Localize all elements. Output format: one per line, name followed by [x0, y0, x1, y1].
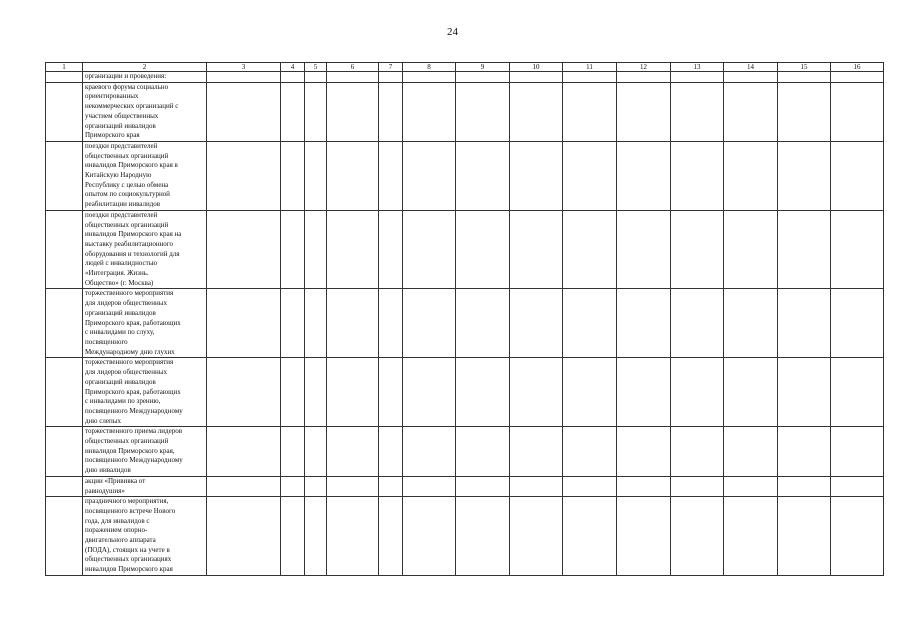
table-cell — [831, 210, 884, 289]
description-line: поездки представителей — [85, 141, 158, 150]
table-cell — [305, 82, 327, 141]
table-cell — [510, 72, 563, 83]
description-line: общественных организациях — [85, 555, 172, 564]
table-cell — [671, 210, 724, 289]
table-cell — [456, 476, 510, 496]
column-number: 12 — [617, 63, 671, 72]
table-cell — [617, 358, 671, 427]
table-cell — [327, 476, 379, 496]
column-number: 10 — [510, 63, 563, 72]
description-line: некоммерческих организаций с — [85, 102, 179, 111]
table-cell — [563, 497, 617, 576]
description-line: реабилитации инвалидов — [85, 200, 161, 209]
table-cell — [671, 497, 724, 576]
table-cell — [456, 358, 510, 427]
table-cell — [724, 210, 778, 289]
table-cell — [778, 289, 831, 358]
table-cell — [778, 358, 831, 427]
activity-description-cell — [83, 72, 207, 83]
table-cell — [281, 72, 305, 83]
column-number: 13 — [671, 63, 724, 72]
table-cell — [403, 358, 456, 427]
table-cell — [456, 497, 510, 576]
description-line: торжественного мероприятия — [85, 289, 174, 298]
table-cell — [510, 210, 563, 289]
table-cell — [327, 141, 379, 210]
table-cell — [724, 82, 778, 141]
table-cell — [207, 72, 281, 83]
column-number: 7 — [379, 63, 403, 72]
table-cell — [281, 358, 305, 427]
table-cell — [207, 82, 281, 141]
table-cell — [778, 476, 831, 496]
description-line: людей с инвалидностью — [85, 259, 158, 268]
description-line: года, для инвалидов с — [85, 516, 150, 525]
description-line: равнодушия» — [85, 486, 125, 495]
table-row — [46, 476, 884, 496]
table-cell — [403, 427, 456, 477]
table-row — [46, 141, 884, 210]
table-cell — [671, 358, 724, 427]
table-cell — [46, 497, 83, 576]
column-number: 11 — [563, 63, 617, 72]
table-cell — [327, 497, 379, 576]
table-cell — [724, 497, 778, 576]
table-cell — [207, 289, 281, 358]
table-cell — [207, 358, 281, 427]
description-line: инвалидов Приморского края в — [85, 161, 178, 170]
table-cell — [778, 82, 831, 141]
table-cell — [281, 141, 305, 210]
table-cell — [671, 476, 724, 496]
table-cell — [281, 210, 305, 289]
description-line: торжественного мероприятия — [85, 358, 174, 367]
table-cell — [510, 427, 563, 477]
table-row — [46, 289, 884, 358]
description-line: для лидеров общественных — [85, 368, 167, 377]
description-line: Республику с целью обмена — [85, 180, 169, 189]
description-line: Общество» (г. Москва) — [85, 278, 154, 287]
description-line: «Интеграция. Жизнь. — [85, 269, 149, 278]
table-row — [46, 358, 884, 427]
page-number: 24 — [447, 26, 458, 38]
table-cell — [46, 82, 83, 141]
table-cell — [831, 141, 884, 210]
description-line: акции «Прививка от — [85, 476, 146, 485]
table-cell — [778, 72, 831, 83]
table-cell — [403, 289, 456, 358]
activity-description-cell — [83, 141, 207, 210]
table-cell — [379, 476, 403, 496]
table-cell — [617, 476, 671, 496]
table-cell — [46, 358, 83, 427]
table-cell — [831, 427, 884, 477]
table-cell — [46, 141, 83, 210]
description-line: краевого форума социально — [85, 82, 169, 91]
table-cell — [46, 289, 83, 358]
table-cell — [403, 141, 456, 210]
plan-table — [45, 62, 884, 576]
table-cell — [281, 82, 305, 141]
description-line: дню инвалидов — [85, 466, 131, 475]
activity-description-cell — [83, 497, 207, 576]
table-cell — [671, 72, 724, 83]
description-line: организаций инвалидов — [85, 308, 156, 317]
column-number-row — [46, 63, 884, 72]
table-cell — [403, 476, 456, 496]
table-cell — [724, 358, 778, 427]
table-cell — [456, 141, 510, 210]
table-cell — [46, 72, 83, 83]
table-cell — [724, 476, 778, 496]
column-number: 1 — [46, 63, 83, 72]
description-line: торжественного приема лидеров — [85, 427, 183, 436]
description-line: посвященного Международному — [85, 456, 183, 465]
table-cell — [831, 358, 884, 427]
description-line: организаций инвалидов — [85, 121, 156, 130]
table-cell — [778, 497, 831, 576]
table-cell — [379, 427, 403, 477]
table-cell — [281, 427, 305, 477]
table-cell — [778, 141, 831, 210]
table-cell — [305, 141, 327, 210]
description-line: двигательного аппарата — [85, 536, 156, 545]
table-cell — [778, 210, 831, 289]
table-cell — [724, 72, 778, 83]
table-cell — [617, 289, 671, 358]
table-cell — [379, 358, 403, 427]
table-cell — [403, 210, 456, 289]
description-line: ориентированных — [85, 92, 139, 101]
table-cell — [379, 497, 403, 576]
description-line: выставку реабилитационного — [85, 239, 174, 248]
column-number: 4 — [281, 63, 305, 72]
description-line: Международному дню глухих — [85, 347, 175, 356]
table-cell — [831, 82, 884, 141]
table-cell — [831, 72, 884, 83]
description-line: с инвалидами по слуху, — [85, 328, 155, 337]
table-cell — [671, 427, 724, 477]
table-cell — [671, 141, 724, 210]
column-number: 2 — [83, 63, 207, 72]
column-number: 5 — [305, 63, 327, 72]
table-cell — [563, 358, 617, 427]
description-line: оборудования и технологий для — [85, 249, 180, 258]
table-cell — [379, 82, 403, 141]
column-number: 9 — [456, 63, 510, 72]
table-cell — [617, 427, 671, 477]
description-line: с инвалидами по зрению, — [85, 397, 161, 406]
activity-description-cell — [83, 358, 207, 427]
table-cell — [305, 289, 327, 358]
description-line: организации и проведения: — [85, 72, 167, 80]
table-cell — [207, 497, 281, 576]
table-cell — [778, 427, 831, 477]
table-cell — [563, 141, 617, 210]
activity-description-cell — [83, 476, 207, 496]
table-cell — [327, 358, 379, 427]
description-line: опытом по социокультурной — [85, 190, 170, 199]
table-cell — [563, 72, 617, 83]
table-cell — [403, 497, 456, 576]
table-row — [46, 427, 884, 477]
table-cell — [327, 72, 379, 83]
description-line: инвалидов Приморского края, — [85, 446, 175, 455]
table-cell — [831, 497, 884, 576]
table-cell — [456, 427, 510, 477]
table-cell — [510, 476, 563, 496]
table-row — [46, 497, 884, 576]
table-cell — [617, 82, 671, 141]
description-line: праздничного мероприятия, — [85, 497, 169, 506]
table-row — [46, 210, 884, 289]
table-cell — [281, 497, 305, 576]
column-number: 3 — [207, 63, 281, 72]
table-cell — [305, 427, 327, 477]
table-cell — [327, 82, 379, 141]
table-cell — [207, 476, 281, 496]
table-cell — [327, 210, 379, 289]
description-line: для лидеров общественных — [85, 299, 167, 308]
table-cell — [510, 497, 563, 576]
description-line: Приморского края, работающих — [85, 318, 181, 327]
table-cell — [671, 82, 724, 141]
table-cell — [563, 289, 617, 358]
table-cell — [327, 289, 379, 358]
table-cell — [281, 476, 305, 496]
description-line: дню слепых — [85, 416, 121, 425]
table-cell — [510, 82, 563, 141]
table-cell — [46, 476, 83, 496]
table-cell — [327, 427, 379, 477]
table-cell — [379, 141, 403, 210]
description-line: инвалидов Приморского края на — [85, 230, 182, 239]
table-cell — [379, 210, 403, 289]
table-cell — [617, 72, 671, 83]
table-cell — [510, 358, 563, 427]
table-cell — [510, 289, 563, 358]
description-line: инвалидов Приморского края — [85, 565, 173, 574]
table-cell — [379, 72, 403, 83]
table-cell — [305, 210, 327, 289]
table-cell — [305, 358, 327, 427]
table-cell — [207, 210, 281, 289]
description-line: Приморского края — [85, 131, 140, 140]
table-cell — [510, 141, 563, 210]
column-number: 15 — [778, 63, 831, 72]
description-line: (ПОДА), стоящих на учете в — [85, 545, 170, 554]
table-cell — [563, 476, 617, 496]
table-cell — [456, 72, 510, 83]
table-cell — [305, 72, 327, 83]
description-line: Приморского края, работающих — [85, 387, 181, 396]
table-cell — [831, 289, 884, 358]
description-line: посвященного Международному — [85, 406, 183, 415]
table-cell — [724, 427, 778, 477]
table-cell — [456, 210, 510, 289]
table-cell — [207, 427, 281, 477]
description-line: поездки представителей — [85, 210, 158, 219]
table-row — [46, 72, 884, 83]
table-cell — [724, 141, 778, 210]
column-number: 6 — [327, 63, 379, 72]
table-cell — [456, 82, 510, 141]
description-line: поражением опорно- — [85, 526, 148, 535]
column-number: 14 — [724, 63, 778, 72]
table-cell — [617, 497, 671, 576]
description-line: посвященного — [85, 337, 128, 346]
table-cell — [563, 210, 617, 289]
table-cell — [671, 289, 724, 358]
table-cell — [281, 289, 305, 358]
description-line: общественных организаций — [85, 151, 169, 160]
description-line: организаций инвалидов — [85, 377, 156, 386]
table-cell — [403, 72, 456, 83]
table-cell — [305, 476, 327, 496]
table-cell — [617, 210, 671, 289]
description-line: Китайскую Народную — [85, 171, 152, 180]
table-row — [46, 82, 884, 141]
description-line: участием общественных — [85, 111, 159, 120]
table-cell — [563, 82, 617, 141]
activity-description-cell — [83, 427, 207, 477]
table-cell — [207, 141, 281, 210]
column-number: 16 — [831, 63, 884, 72]
table-cell — [403, 82, 456, 141]
description-line: общественных организаций — [85, 220, 169, 229]
activity-description-cell — [83, 289, 207, 358]
table-cell — [305, 497, 327, 576]
description-line: общественных организаций — [85, 437, 169, 446]
activity-description-cell — [83, 82, 207, 141]
table-cell — [563, 427, 617, 477]
table-cell — [724, 289, 778, 358]
description-line: посвященного встрече Нового — [85, 506, 176, 515]
table-cell — [831, 476, 884, 496]
table-cell — [46, 427, 83, 477]
table-cell — [456, 289, 510, 358]
column-number: 8 — [403, 63, 456, 72]
table-cell — [46, 210, 83, 289]
activity-description-cell — [83, 210, 207, 289]
table-cell — [379, 289, 403, 358]
table-cell — [617, 141, 671, 210]
